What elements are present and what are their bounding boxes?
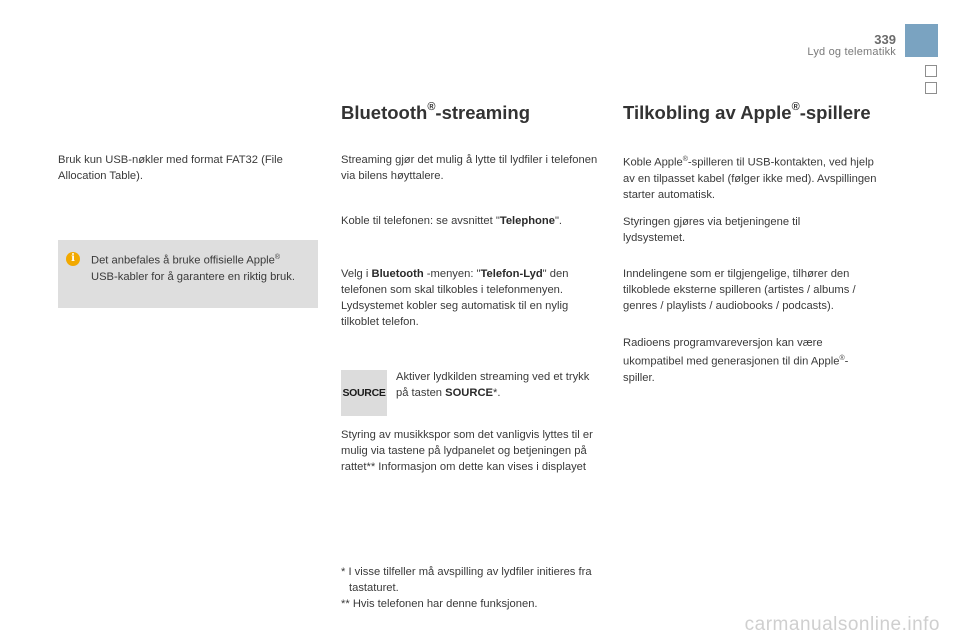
source-button-label: SOURCE xyxy=(342,387,386,399)
streaming-description: Streaming gjør det mulig å lytte til lydfiler i telefonen via bilens høyttalere. xyxy=(341,154,598,182)
section-name: Lyd og telematikk xyxy=(807,46,896,58)
info-note-text: Det anbefales å bruke offisielle Apple® USB-kabler for å garantere en riktig bruk. xyxy=(91,254,295,283)
footnote-double-asterisk: ** Hvis telefonen har denne funksjonen. xyxy=(341,598,538,610)
bluetooth-menu-paragraph: Velg i Bluetooth -menyen: "Telefon-Lyd" den telefonen som skal tilkobles i telefonmenyen. Lydsystemet kobler seg automatisk til en nylig tilkoblet telefon. xyxy=(341,268,569,328)
chapter-tab xyxy=(905,24,938,57)
control-paragraph: Styringen gjøres via betjeningene til lydsystemet. xyxy=(623,216,801,244)
connect-phone-paragraph: Koble til telefonen: se avsnittet "Telephone". xyxy=(341,215,563,227)
bluetooth-streaming-heading: Bluetooth®-streaming xyxy=(341,100,530,123)
info-icon: i xyxy=(66,252,80,266)
watermark: carmanualsonline.info xyxy=(744,614,940,635)
compatibility-paragraph: Radioens programvareversjon kan være ukompatibel med generasjonen til din Apple®-spiller. xyxy=(623,337,849,384)
categories-paragraph: Inndelingene som er tilgjengelige, tilhører den tilkoblede eksterne spilleren (artistes / albums / genres / playlists / audiobooks / podcasts). xyxy=(623,268,856,312)
connect-apple-paragraph: Koble Apple®-spilleren til USB-kontakten, ved hjelp av en tilpasset kabel (følger ikke med). Avspillingen starter automatisk. xyxy=(623,156,877,201)
track-control-paragraph: Styring av musikkspor som det vanligvis lyttes til er mulig via tastene på lydpanelet og betjeningen på rattet** Informasjon om dette kan vises i displayet xyxy=(341,429,593,473)
tab-marker-box xyxy=(925,82,937,94)
page-number: 339 xyxy=(874,32,896,47)
tab-marker-box xyxy=(925,65,937,77)
activate-source-paragraph: Aktiver lydkilden streaming ved et trykk på tasten SOURCE*. xyxy=(396,371,590,399)
footnote-single-asterisk: * I visse tilfeller må avspilling av lydfiler initieres fra tastaturet. xyxy=(341,566,592,594)
apple-players-heading: Tilkobling av Apple®-spillere xyxy=(623,100,871,123)
usb-format-paragraph: Bruk kun USB-nøkler med format FAT32 (File Allocation Table). xyxy=(58,154,283,182)
